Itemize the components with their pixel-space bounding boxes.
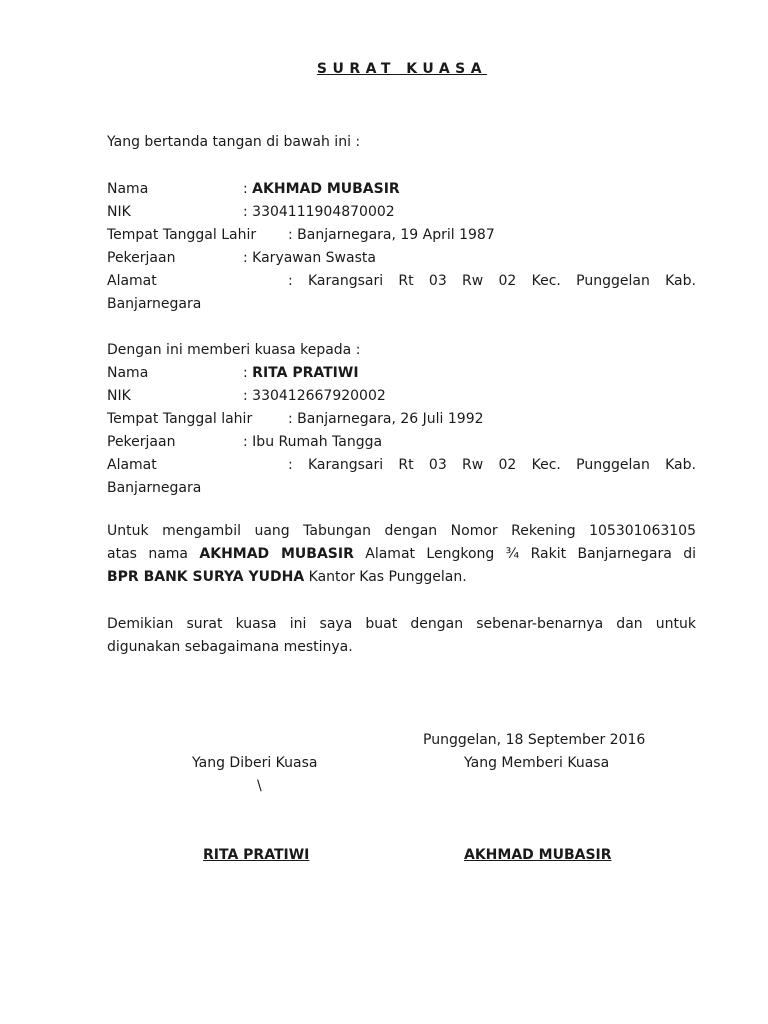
grantor-ttl-value: Banjarnegara, 19 April 1987 [297,227,495,243]
purpose-account-name: AKHMAD MUBASIR [199,546,354,562]
colon: : [243,204,248,220]
colon: : [288,273,293,289]
address-word: Rt [398,273,414,289]
address-word: Punggelan [576,273,650,289]
closing-line: digunakan sebagaimana mestinya. [107,639,353,655]
grantor-ttl-label: Tempat Tanggal Lahir [107,227,257,243]
grantee-job-field [243,433,382,451]
grantor-name-field [243,180,400,198]
document-title: SURAT KUASA [316,61,488,77]
grant-intro-text: Dengan ini memberi kuasa kepada : [107,342,361,358]
grantee-job-label: Pekerjaan [107,434,176,450]
intro-text: Yang bertanda tangan di bawah ini : [107,134,361,150]
address-word: 03 [428,273,447,289]
purpose-text: atas nama [107,546,188,562]
stray-backslash-mark: \ [257,778,262,794]
closing-line: Demikian surat kuasa ini saya buat dengan sebenar-benarnya dan untuk [107,616,696,632]
address-word: Karangsari [308,457,384,473]
grantor-job-value: Karyawan Swasta [252,250,376,266]
grantee-name-label: Nama [107,365,149,381]
purpose-text: Kantor Kas Punggelan. [308,569,467,585]
grantor-name-value: AKHMAD MUBASIR [252,181,400,197]
address-word: Punggelan [576,457,650,473]
colon: : [243,250,248,266]
address-word: 02 [498,457,517,473]
grantor-nik-field [243,203,395,221]
colon: : [288,227,293,243]
purpose-line: Untuk mengambil uang Tabungan dengan Nomor Rekening 105301063105 [107,523,696,539]
grantor-caption: Yang Memberi Kuasa [464,755,610,771]
purpose-line [107,543,696,566]
address-word: Rt [398,457,414,473]
address-word: Rw [462,457,484,473]
grantee-ttl-value: Banjarnegara, 26 Juli 1992 [297,411,484,427]
address-word: Karangsari [308,273,384,289]
grantee-signature-name: RITA PRATIWI [203,847,310,863]
colon: : [288,457,293,473]
grantee-ttl-label: Tempat Tanggal lahir [107,411,253,427]
grantee-nik-field [243,387,386,405]
purpose-bank-name: BPR BANK SURYA YUDHA [107,569,305,585]
grantor-job-field [243,249,376,267]
grantor-address-value [288,272,696,290]
grantor-nik-label: NIK [107,204,131,220]
colon: : [243,388,248,404]
purpose-line [107,566,696,589]
purpose-paragraph [107,520,696,589]
address-word: Rw [462,273,484,289]
colon: : [288,411,293,427]
grantor-job-label: Pekerjaan [107,250,176,266]
address-word: Kab. [665,457,696,473]
colon: : [243,365,248,381]
grantee-address-label: Alamat [107,457,157,473]
grantor-ttl-field [288,226,495,244]
grantor-name-label: Nama [107,181,149,197]
grantor-address-continued: Banjarnegara [107,296,202,312]
grantor-nik-value: 3304111904870002 [252,204,395,220]
address-word: Kec. [531,273,561,289]
grantee-name-field [243,364,359,382]
address-word: Kab. [665,273,696,289]
grantee-nik-value: 330412667920002 [252,388,386,404]
grantor-address-label: Alamat [107,273,157,289]
grantee-caption: Yang Diberi Kuasa [192,755,318,771]
address-word: Kec. [531,457,561,473]
colon: : [243,181,248,197]
grantee-ttl-field [288,410,484,428]
closing-paragraph [107,613,696,659]
grantee-address-value [288,456,696,474]
address-word: 02 [498,273,517,289]
grantee-name-value: RITA PRATIWI [252,365,359,381]
place-date: Punggelan, 18 September 2016 [423,732,646,748]
address-word: 03 [428,457,447,473]
grantee-address-continued: Banjarnegara [107,480,202,496]
grantee-job-value: Ibu Rumah Tangga [252,434,383,450]
grantor-signature-name: AKHMAD MUBASIR [464,847,612,863]
purpose-text: Alamat Lengkong ¾ Rakit Banjarnegara di [365,546,696,562]
grantee-nik-label: NIK [107,388,131,404]
colon: : [243,434,248,450]
